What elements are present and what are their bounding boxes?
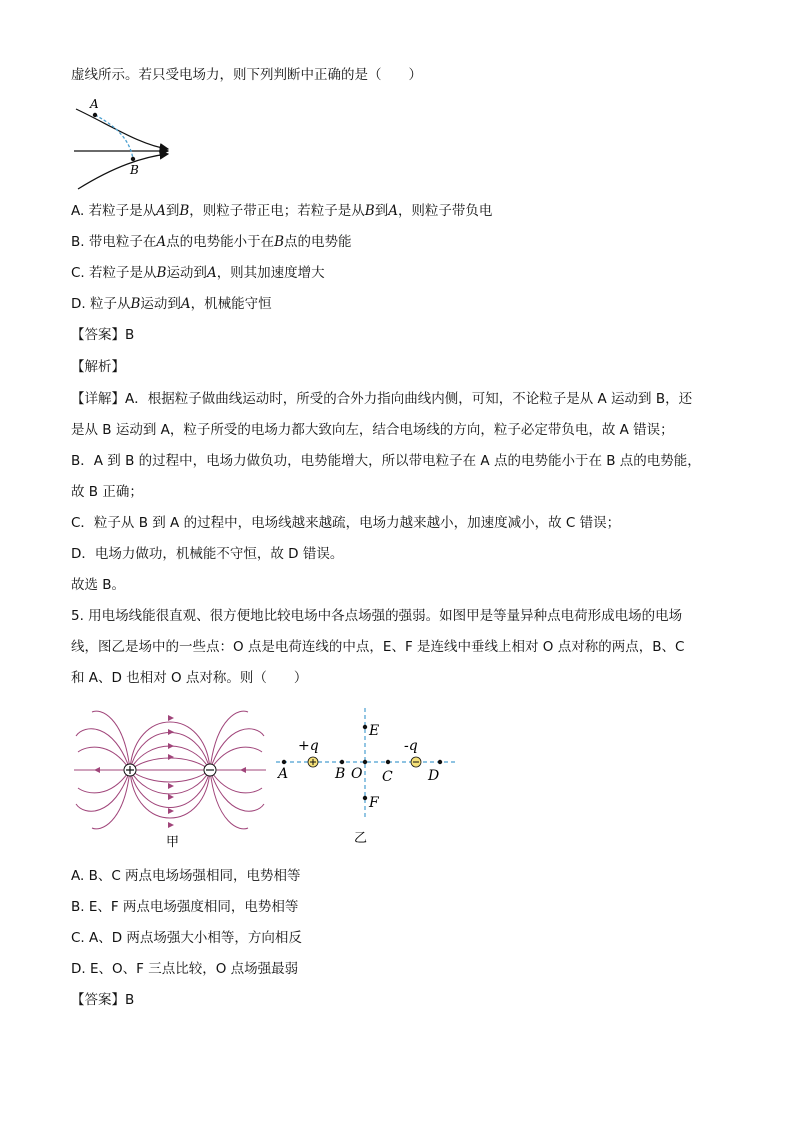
q4-option-d: D. 粒子从B运动到A，机械能守恒 (71, 296, 272, 312)
label-c: C (382, 769, 393, 785)
q4-detail-line-4: 故 B 正确； (71, 484, 143, 500)
q4-detail-line-2: 是从 B 运动到 A，粒子所受的电场力都大致向左，结合电场线的方向，粒子必定带负电，故 A 错误； (71, 422, 674, 438)
point-o (363, 760, 367, 764)
q4-figure (70, 97, 180, 193)
q5-option-c: C. A、D 两点场强大小相等，方向相反 (71, 930, 302, 946)
q4-analysis-tag: 【解析】 (71, 359, 125, 375)
caption-yi: 乙 (354, 831, 368, 846)
point-a (93, 113, 97, 117)
label-b: B (335, 766, 346, 782)
label-f: F (369, 795, 379, 811)
label-o: O (351, 766, 363, 782)
label-b: B (130, 163, 139, 177)
label-a: A (278, 766, 289, 782)
label-neg-q: -q (404, 738, 418, 754)
label-a: A (90, 97, 99, 111)
point-a (282, 760, 286, 764)
label-d: D (428, 768, 440, 784)
q5-option-a: A. B、C 两点电场场强相同，电势相等 (71, 868, 301, 884)
caption-jia: 甲 (166, 835, 180, 850)
q4-detail-line-1: 【详解】A．根据粒子做曲线运动时，所受的合外力指向曲线内侧，可知，不论粒子是从 A 运动到 B，还 (71, 391, 693, 407)
q4-option-c: C. 若粒子是从B运动到A，则其加速度增大 (71, 265, 325, 281)
q4-detail-line-6: D．电场力做功，机械能不守恒，故 D 错误。 (71, 546, 344, 562)
point-c (386, 760, 390, 764)
field-line-bottom (78, 154, 168, 189)
point-b (131, 157, 135, 161)
q4-conclusion: 故选 B。 (71, 577, 126, 593)
q5-stem-line-1: 5. 用电场线能很直观、很方便地比较电场中各点场强的强弱。如图甲是等量异种点电荷形成电场的电场 (71, 608, 683, 624)
point-b (340, 760, 344, 764)
point-e (363, 725, 367, 729)
q5-option-b: B. E、F 两点电场强度相同，电势相等 (71, 899, 299, 915)
q4-option-b: B. 带电粒子在A点的电势能小于在B点的电势能 (71, 234, 352, 250)
q5-option-d: D. E、O、F 三点比较，O 点场强最弱 (71, 961, 299, 977)
q4-detail-line-5: C．粒子从 B 到 A 的过程中，电场线越来越疏，电场力越来越小，加速度减小，故 C 错误； (71, 515, 621, 531)
q5-figure-jia (70, 702, 270, 852)
q5-answer: 【答案】B (71, 992, 135, 1008)
q4-stem: 虚线所示。若只受电场力，则下列判断中正确的是（ ） (71, 67, 422, 83)
point-f (363, 796, 367, 800)
label-e: E (369, 723, 380, 739)
field-arrows (94, 715, 246, 828)
q4-option-a: A. 若粒子是从A到B，则粒子带正电；若粒子是从B到A，则粒子带负电 (71, 203, 493, 219)
field-line-top (76, 109, 168, 149)
label-pos-q: +q (298, 738, 319, 754)
q4-detail-line-3: B．A 到 B 的过程中，电场力做负功，电势能增大，所以带电粒子在 A 点的电势能小于在 B 点的电势能， (71, 453, 701, 469)
point-d (438, 760, 442, 764)
q5-figure-yi (272, 702, 462, 852)
q5-stem-line-2: 线，图乙是场中的一些点：O 点是电荷连线的中点，E、F 是连线中垂线上相对 O 点对称的两点，B、C (71, 639, 685, 655)
q4-answer: 【答案】B (71, 327, 135, 343)
q5-stem-line-3: 和 A、D 也相对 O 点对称。则（ ） (71, 670, 308, 686)
